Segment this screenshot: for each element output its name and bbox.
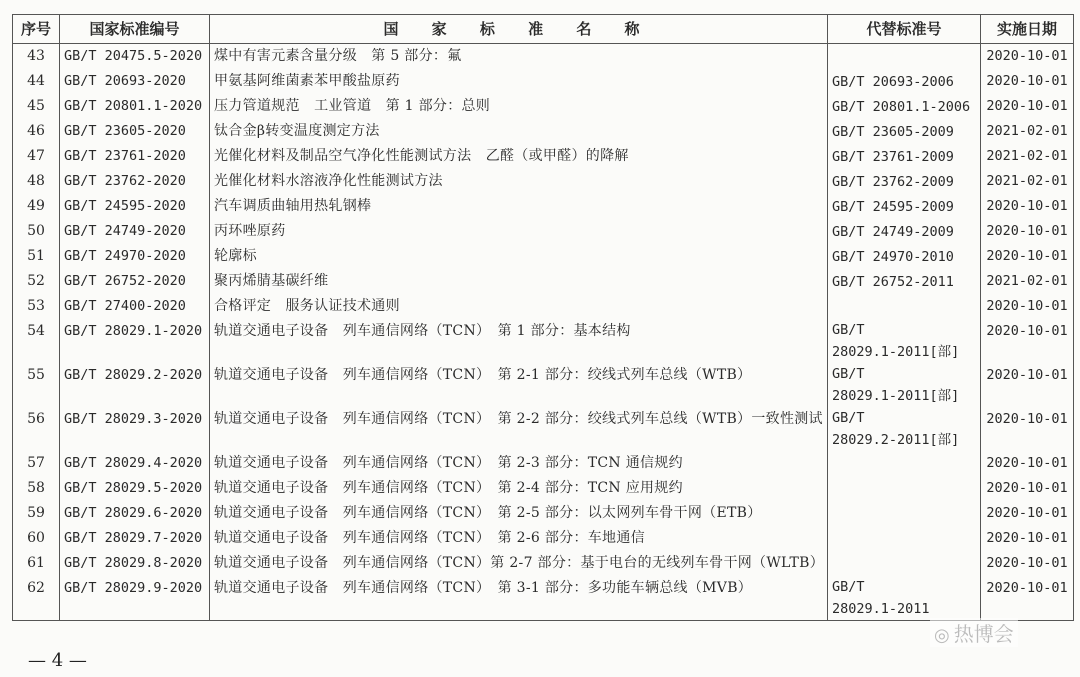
table-row	[13, 144, 1074, 169]
table-row	[13, 119, 1074, 144]
row-code: GB/T 28029.2-2020	[60, 363, 210, 407]
row-date: 2020-10-01	[981, 69, 1074, 94]
row-seq: 46	[13, 119, 60, 144]
row-date: 2020-10-01	[981, 194, 1074, 219]
row-replaced: GB/T 24595-2009	[828, 194, 981, 219]
table-row	[13, 269, 1074, 294]
table-row	[13, 244, 1074, 269]
row-date: 2021-02-01	[981, 269, 1074, 294]
row-code: GB/T 24749-2020	[60, 219, 210, 244]
row-name: 轮廓标	[210, 244, 828, 269]
row-seq: 43	[13, 44, 60, 70]
row-code: GB/T 28029.6-2020	[60, 501, 210, 526]
row-code: GB/T 24970-2020	[60, 244, 210, 269]
row-name: 钛合金β转变温度测定方法	[210, 119, 828, 144]
row-seq: 50	[13, 219, 60, 244]
table-row	[13, 363, 1074, 407]
row-replaced: GB/T 23761-2009	[828, 144, 981, 169]
row-name: 轨道交通电子设备 列车通信网络（TCN） 第 2-5 部分：以太网列车骨干网（ETB）	[210, 501, 828, 526]
row-replaced	[828, 363, 981, 407]
row-code: GB/T 28029.4-2020	[60, 451, 210, 476]
row-seq: 47	[13, 144, 60, 169]
row-name: 光催化材料水溶液净化性能测试方法	[210, 169, 828, 194]
row-replaced: GB/T 23605-2009	[828, 119, 981, 144]
row-date: 2020-10-01	[981, 451, 1074, 476]
replaced-line-1: GB/T	[832, 410, 865, 426]
row-code: GB/T 28029.8-2020	[60, 551, 210, 576]
table-row	[13, 169, 1074, 194]
page-number: — 4 —	[28, 650, 87, 671]
row-name: 轨道交通电子设备 列车通信网络（TCN） 第 2-2 部分：绞线式列车总线（WTB）一致性测试	[210, 407, 828, 451]
row-date: 2020-10-01	[981, 551, 1074, 576]
table-row	[13, 526, 1074, 551]
table-row	[13, 501, 1074, 526]
row-date: 2020-10-01	[981, 407, 1074, 451]
row-seq: 52	[13, 269, 60, 294]
row-date: 2020-10-01	[981, 476, 1074, 501]
row-date: 2020-10-01	[981, 44, 1074, 70]
row-code: GB/T 20475.5-2020	[60, 44, 210, 70]
row-name: 汽车调质曲轴用热轧钢棒	[210, 194, 828, 219]
table-row	[13, 44, 1074, 70]
row-replaced	[828, 44, 981, 70]
row-date: 2021-02-01	[981, 169, 1074, 194]
header-name: 国 家 标 准 名 称	[210, 15, 828, 44]
wechat-icon: ◎	[934, 625, 950, 646]
watermark	[930, 618, 1018, 647]
row-date: 2021-02-01	[981, 119, 1074, 144]
row-code: GB/T 23762-2020	[60, 169, 210, 194]
row-replaced	[828, 294, 981, 319]
table-header-row	[13, 15, 1074, 44]
header-replaced: 代替标准号	[828, 15, 981, 44]
row-replaced	[828, 501, 981, 526]
replaced-line-2: 28029.1-2011	[832, 601, 930, 617]
watermark-text: 热博会	[953, 622, 1014, 646]
row-name: 轨道交通电子设备 列车通信网络（TCN） 第 1 部分：基本结构	[210, 319, 828, 363]
row-date: 2020-10-01	[981, 319, 1074, 363]
row-name: 轨道交通电子设备 列车通信网络（TCN） 第 2-6 部分：车地通信	[210, 526, 828, 551]
header-date: 实施日期	[981, 15, 1074, 44]
row-code: GB/T 28029.5-2020	[60, 476, 210, 501]
table-row	[13, 194, 1074, 219]
row-date: 2020-10-01	[981, 363, 1074, 407]
row-date: 2020-10-01	[981, 244, 1074, 269]
row-seq: 55	[13, 363, 60, 407]
row-replaced	[828, 407, 981, 451]
row-replaced	[828, 526, 981, 551]
row-replaced	[828, 551, 981, 576]
row-replaced: GB/T 24749-2009	[828, 219, 981, 244]
row-name: 丙环唑原药	[210, 219, 828, 244]
row-date: 2020-10-01	[981, 294, 1074, 319]
table-row	[13, 69, 1074, 94]
row-name: 煤中有害元素含量分级 第 5 部分：氟	[210, 44, 828, 70]
row-date: 2021-02-01	[981, 144, 1074, 169]
table-row	[13, 319, 1074, 363]
row-seq: 54	[13, 319, 60, 363]
row-seq: 60	[13, 526, 60, 551]
row-seq: 44	[13, 69, 60, 94]
row-replaced: GB/T 20693-2006	[828, 69, 981, 94]
row-name: 轨道交通电子设备 列车通信网络（TCN） 第 2-3 部分：TCN 通信规约	[210, 451, 828, 476]
row-seq: 51	[13, 244, 60, 269]
row-name: 合格评定 服务认证技术通则	[210, 294, 828, 319]
row-name: 甲氨基阿维菌素苯甲酸盐原药	[210, 69, 828, 94]
table-row	[13, 576, 1074, 621]
row-date: 2020-10-01	[981, 526, 1074, 551]
row-code: GB/T 23761-2020	[60, 144, 210, 169]
row-code: GB/T 20801.1-2020	[60, 94, 210, 119]
row-code: GB/T 27400-2020	[60, 294, 210, 319]
row-date: 2020-10-01	[981, 576, 1074, 621]
table-row	[13, 294, 1074, 319]
row-seq: 56	[13, 407, 60, 451]
table-row	[13, 476, 1074, 501]
table-row	[13, 451, 1074, 476]
row-code: GB/T 20693-2020	[60, 69, 210, 94]
row-seq: 58	[13, 476, 60, 501]
table-row	[13, 407, 1074, 451]
row-seq: 61	[13, 551, 60, 576]
row-date: 2020-10-01	[981, 219, 1074, 244]
table-row	[13, 94, 1074, 119]
replaced-line-2: 28029.1-2011[部]	[832, 344, 960, 360]
row-code: GB/T 28029.9-2020	[60, 576, 210, 621]
table-row	[13, 219, 1074, 244]
table-row	[13, 551, 1074, 576]
replaced-line-2: 28029.1-2011[部]	[832, 388, 960, 404]
row-replaced	[828, 576, 981, 621]
row-seq: 48	[13, 169, 60, 194]
row-name: 聚丙烯腈基碳纤维	[210, 269, 828, 294]
row-code: GB/T 28029.7-2020	[60, 526, 210, 551]
row-seq: 57	[13, 451, 60, 476]
row-replaced	[828, 451, 981, 476]
row-name: 轨道交通电子设备 列车通信网络（TCN）第 2-7 部分：基于电台的无线列车骨干网（WLTB）	[210, 551, 828, 576]
row-seq: 59	[13, 501, 60, 526]
row-date: 2020-10-01	[981, 501, 1074, 526]
row-code: GB/T 28029.1-2020	[60, 319, 210, 363]
row-replaced: GB/T 23762-2009	[828, 169, 981, 194]
row-replaced: GB/T 26752-2011	[828, 269, 981, 294]
row-name: 轨道交通电子设备 列车通信网络（TCN） 第 3-1 部分：多功能车辆总线（MVB）	[210, 576, 828, 621]
row-code: GB/T 28029.3-2020	[60, 407, 210, 451]
row-seq: 45	[13, 94, 60, 119]
row-replaced: GB/T 20801.1-2006	[828, 94, 981, 119]
header-code: 国家标准编号	[60, 15, 210, 44]
row-name: 轨道交通电子设备 列车通信网络（TCN） 第 2-1 部分：绞线式列车总线（WTB）	[210, 363, 828, 407]
standards-table	[12, 14, 1074, 621]
row-code: GB/T 24595-2020	[60, 194, 210, 219]
row-name: 轨道交通电子设备 列车通信网络（TCN） 第 2-4 部分：TCN 应用规约	[210, 476, 828, 501]
replaced-line-1: GB/T	[832, 322, 865, 338]
row-replaced	[828, 319, 981, 363]
row-seq: 49	[13, 194, 60, 219]
replaced-line-2: 28029.2-2011[部]	[832, 432, 960, 448]
row-date: 2020-10-01	[981, 94, 1074, 119]
row-code: GB/T 26752-2020	[60, 269, 210, 294]
row-code: GB/T 23605-2020	[60, 119, 210, 144]
replaced-line-1: GB/T	[832, 366, 865, 382]
row-replaced	[828, 476, 981, 501]
header-seq: 序号	[13, 15, 60, 44]
row-replaced: GB/T 24970-2010	[828, 244, 981, 269]
replaced-line-1: GB/T	[832, 579, 865, 595]
row-seq: 53	[13, 294, 60, 319]
row-name: 光催化材料及制品空气净化性能测试方法 乙醛（或甲醛）的降解	[210, 144, 828, 169]
row-seq: 62	[13, 576, 60, 621]
row-name: 压力管道规范 工业管道 第 1 部分：总则	[210, 94, 828, 119]
